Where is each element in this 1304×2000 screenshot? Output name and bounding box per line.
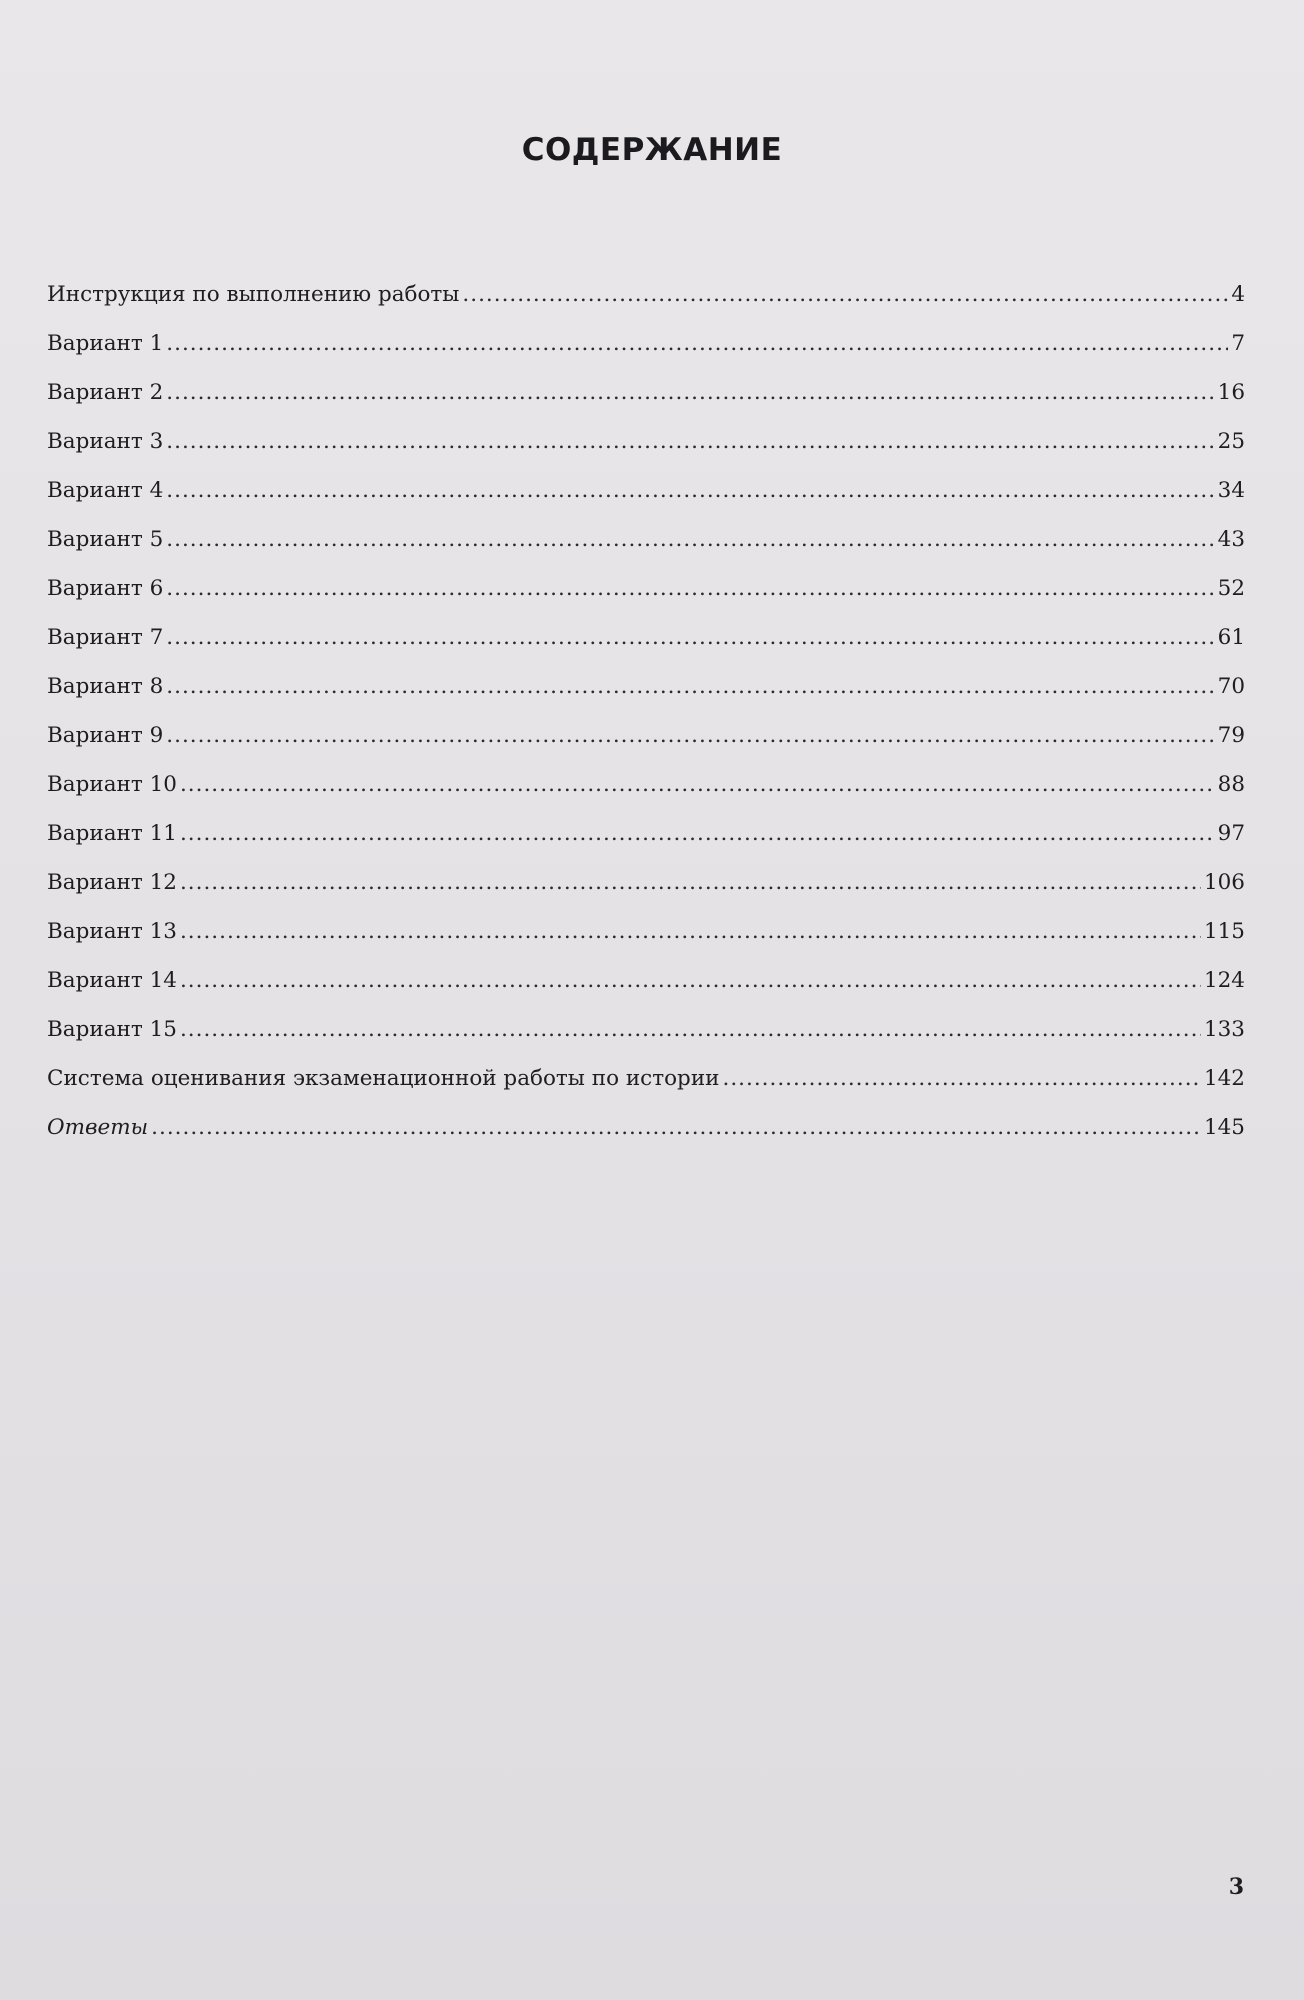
toc-dot-leader (166, 576, 1214, 601)
toc-entry-page: 97 (1217, 821, 1245, 846)
toc-entry-label: Вариант 14 (47, 968, 177, 993)
toc-dot-leader (462, 282, 1228, 307)
toc-dot-leader (166, 380, 1214, 405)
toc-entry[interactable] (47, 723, 1245, 772)
toc-entry-label: Вариант 6 (47, 576, 164, 601)
toc-entry-page: 79 (1217, 723, 1245, 748)
toc-entry-page: 115 (1203, 919, 1245, 944)
toc-entry[interactable] (47, 870, 1245, 919)
toc-dot-leader (166, 625, 1214, 650)
toc-entry[interactable] (47, 478, 1245, 527)
toc-entry-label: Вариант 8 (47, 674, 164, 699)
toc-entry-page: 7 (1231, 331, 1245, 356)
toc-entry[interactable] (47, 919, 1245, 968)
toc-entry[interactable] (47, 380, 1245, 429)
toc-entry-page: 16 (1217, 380, 1245, 405)
toc-entry-label: Система оценивания экзаменационной работы по истории (47, 1066, 720, 1091)
toc-entry-label: Ответы (47, 1115, 149, 1140)
toc-entry[interactable] (47, 772, 1245, 821)
toc-entry[interactable] (47, 331, 1245, 380)
toc-entry[interactable] (47, 1017, 1245, 1066)
toc-dot-leader (180, 870, 1201, 895)
toc-entry-page: 25 (1217, 429, 1245, 454)
toc-entry[interactable] (47, 282, 1245, 331)
toc-dot-leader (180, 772, 1215, 797)
toc-dot-leader (166, 331, 1228, 356)
toc-entry-label: Вариант 13 (47, 919, 177, 944)
toc-entry-label: Вариант 11 (47, 821, 177, 846)
toc-entry-page: 43 (1217, 527, 1245, 552)
toc-entry-page: 61 (1217, 625, 1245, 650)
toc-entry-label: Вариант 10 (47, 772, 177, 797)
toc-entry-label: Вариант 4 (47, 478, 164, 503)
toc-entry-page: 88 (1217, 772, 1245, 797)
toc-entry-label: Вариант 5 (47, 527, 164, 552)
toc-entry[interactable] (47, 429, 1245, 478)
toc-entry-label: Вариант 1 (47, 331, 164, 356)
toc-dot-leader (166, 674, 1214, 699)
page-title: СОДЕРЖАНИЕ (521, 132, 783, 168)
toc-entry-label: Вариант 2 (47, 380, 164, 405)
toc-dot-leader (166, 478, 1214, 503)
toc-dot-leader (180, 919, 1201, 944)
page-number: 3 (1228, 1874, 1244, 1900)
toc-entry-label: Вариант 9 (47, 723, 164, 748)
toc-dot-leader (166, 723, 1214, 748)
toc-entry-label: Вариант 3 (47, 429, 164, 454)
toc-entry-label: Инструкция по выполнению работы (47, 282, 460, 307)
toc-dot-leader (180, 821, 1215, 846)
toc-entry[interactable] (47, 821, 1245, 870)
toc-entry[interactable] (47, 625, 1245, 674)
toc-entry-page: 34 (1217, 478, 1245, 503)
toc-entry-page: 124 (1203, 968, 1245, 993)
toc-entry-page: 4 (1231, 282, 1245, 307)
toc-dot-leader (151, 1115, 1201, 1140)
toc-dot-leader (166, 429, 1214, 454)
table-of-contents (47, 282, 1245, 1164)
toc-dot-leader (180, 968, 1201, 993)
toc-entry-page: 145 (1203, 1115, 1245, 1140)
toc-dot-leader (180, 1017, 1201, 1042)
toc-entry[interactable] (47, 968, 1245, 1017)
toc-entry[interactable] (47, 1115, 1245, 1164)
toc-entry[interactable] (47, 674, 1245, 723)
toc-entry[interactable] (47, 527, 1245, 576)
toc-entry-label: Вариант 15 (47, 1017, 177, 1042)
toc-entry-page: 70 (1217, 674, 1245, 699)
toc-entry[interactable] (47, 1066, 1245, 1115)
toc-dot-leader (166, 527, 1214, 552)
toc-entry-page: 142 (1203, 1066, 1245, 1091)
toc-entry-page: 106 (1203, 870, 1245, 895)
toc-entry-label: Вариант 12 (47, 870, 177, 895)
toc-entry-label: Вариант 7 (47, 625, 164, 650)
toc-entry-page: 52 (1217, 576, 1245, 601)
toc-dot-leader (722, 1066, 1200, 1091)
toc-entry[interactable] (47, 576, 1245, 625)
toc-entry-page: 133 (1203, 1017, 1245, 1042)
